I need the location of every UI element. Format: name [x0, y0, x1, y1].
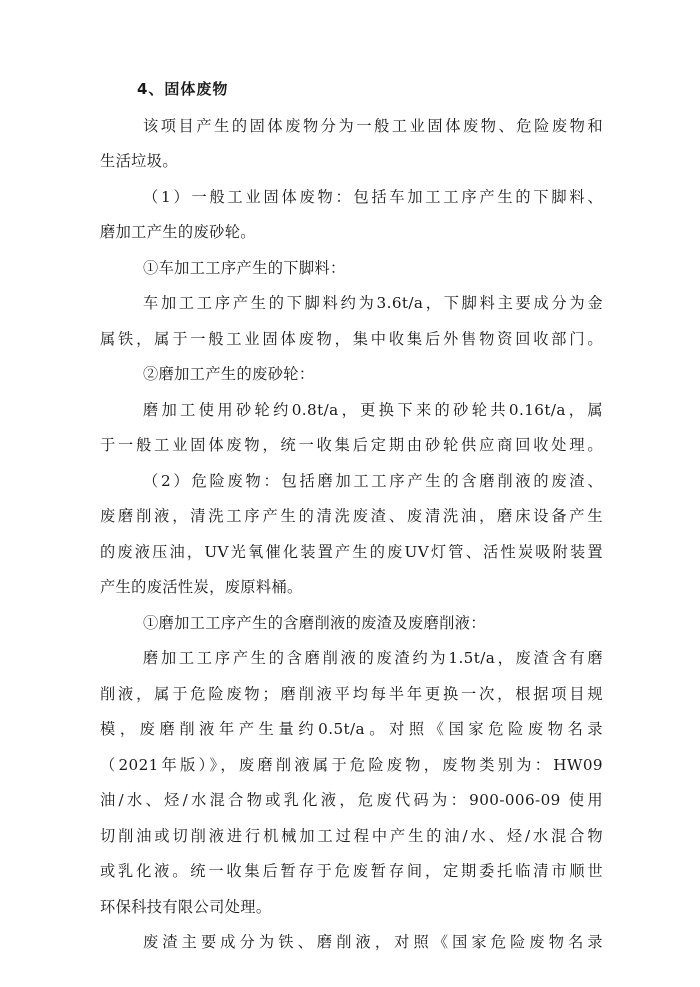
paragraph-line: （1）一般工业固体废物：包括车加工工序产生的下脚料、	[143, 188, 603, 206]
paragraph-line: ②磨加工产生的废砂轮：	[143, 365, 315, 383]
paragraph-line: 或乳化液。统一收集后暂存于危废暂存间，定期委托临清市顺世	[100, 862, 603, 880]
paragraph-line: 模，废磨削液年产生量约0.5t/a。对照《国家危险废物名录	[100, 720, 603, 738]
paragraph-line: 油/水、烃/水混合物或乳化液，危废代码为：900-006-09 使用	[100, 791, 603, 809]
paragraph-line: ①车加工工序产生的下脚料：	[143, 259, 346, 277]
paragraph-line: 该项目产生的固体废物分为一般工业固体废物、危险废物和	[143, 117, 603, 135]
paragraph-line: 于一般工业固体废物，统一收集后定期由砂轮供应商回收处理。	[100, 436, 603, 454]
paragraph-line: 磨加工工序产生的含磨削液的废渣约为1.5t/a，废渣含有磨	[143, 649, 603, 667]
section-heading: 4、固体废物	[137, 80, 229, 98]
paragraph-line: 废渣主要成分为铁、磨削液，对照《国家危险废物名录	[143, 933, 603, 951]
paragraph-line: 磨加工产生的废砂轮。	[100, 223, 256, 241]
paragraph-line: 环保科技有限公司处理。	[100, 898, 272, 916]
paragraph-line: 废磨削液，清洗工序产生的清洗废渣、废清洗油，磨床设备产生	[100, 507, 603, 525]
paragraph-line: 的废液压油，UV光氧催化装置产生的废UV灯管、活性炭吸附装置	[100, 543, 603, 561]
paragraph-line: 产生的废活性炭，废原料桶。	[100, 578, 303, 596]
paragraph-line: 削液，属于危险废物；磨削液平均每半年更换一次，根据项目规	[100, 685, 603, 703]
paragraph-line: 生活垃圾。	[100, 152, 178, 170]
paragraph-line: 磨加工使用砂轮约0.8t/a，更换下来的砂轮共0.16t/a，属	[143, 401, 603, 419]
paragraph-line: ①磨加工工序产生的含磨削液的废渣及废磨削液：	[143, 614, 486, 632]
paragraph-line: 切削油或切削液进行机械加工过程中产生的油/水、烃/水混合物	[100, 827, 603, 845]
paragraph-line: （2）危险废物：包括磨加工工序产生的含磨削液的废渣、	[143, 472, 603, 490]
paragraph-line: 车加工工序产生的下脚料约为3.6t/a，下脚料主要成分为金	[143, 294, 603, 312]
paragraph-line: 属铁，属于一般工业固体废物，集中收集后外售物资回收部门。	[100, 330, 603, 348]
paragraph-line: （2021年版）》，废磨削液属于危险废物，废物类别为：HW09	[100, 756, 603, 774]
